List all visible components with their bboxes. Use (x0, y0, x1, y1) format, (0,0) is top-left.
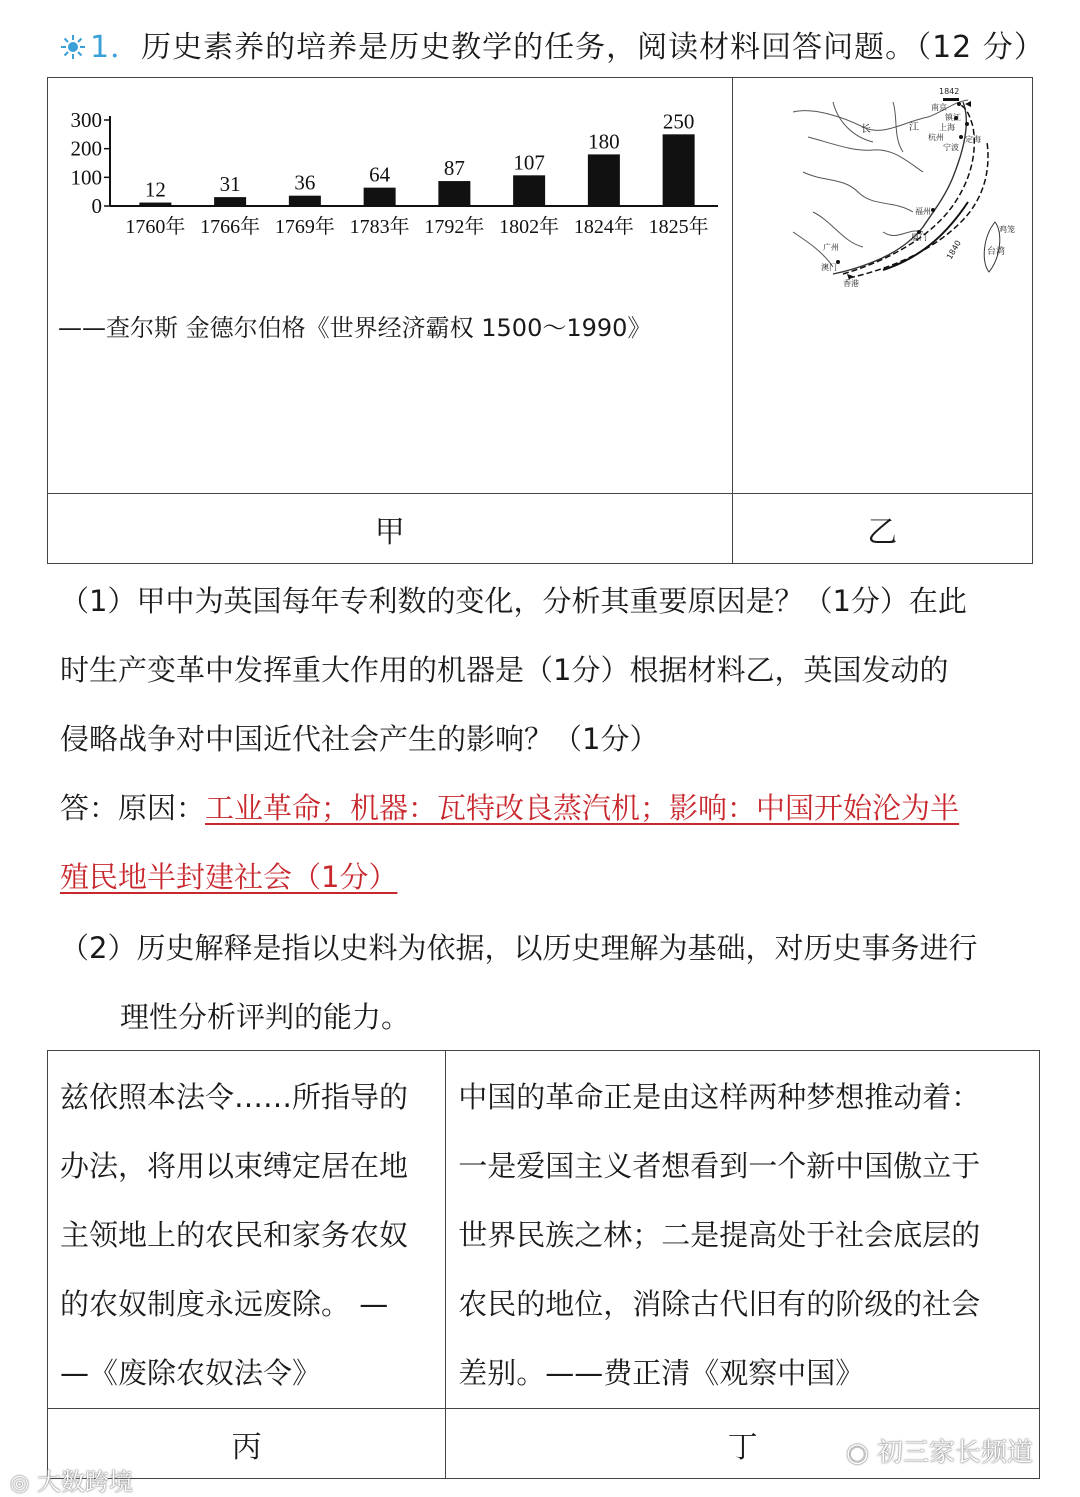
bar (214, 197, 246, 206)
map-label-1840: 1840 (944, 238, 963, 261)
y-tick-label: 0 (91, 194, 102, 218)
map-label-guangzhou: 广州 (822, 243, 839, 252)
bar (364, 188, 396, 206)
question-title: 1．历史素养的培养是历史教学的任务，阅读材料回答问题。（12 分） (60, 22, 1045, 66)
wechat-icon: ◉ (846, 1438, 869, 1468)
cell-bing (48, 1051, 446, 1409)
answer-line1 (60, 774, 959, 843)
watermark-left: ◎ 大数跨境 (10, 1468, 133, 1496)
material-table-2 (47, 1050, 1040, 1479)
map-label-aomen: 澳门 (820, 263, 837, 272)
cell-jia (48, 78, 733, 494)
y-tick-label: 100 (70, 165, 102, 190)
bing-line: —《废除农奴法令》 (60, 1356, 322, 1390)
ding-line: 一是爱国主义者想看到一个新中国傲立于 (458, 1149, 981, 1183)
x-tick-label: 1760年 (125, 216, 186, 238)
answer-prefix: 答：原因： (60, 791, 206, 825)
map-label-hangzhou: 杭州 (927, 133, 944, 142)
bar-value-label: 12 (144, 177, 166, 202)
map-label-jilong: 鸡笼 (998, 225, 1015, 234)
x-tick-label: 1824年 (573, 216, 634, 238)
caption-ding: 丁 (446, 1409, 1040, 1479)
map-label-xianggang: 香港 (842, 279, 859, 288)
cell-ding (446, 1051, 1040, 1409)
q1-line2: 时生产变革中发挥重大作用的机器是（1分）根据材料乙，英国发动的 (60, 653, 949, 687)
ding-line: 农民的地位，消除古代旧有的阶级的社会 (458, 1287, 981, 1321)
bing-line: 主领地上的农民和家务农奴 (60, 1218, 409, 1252)
question-text: 历史素养的培养是历史教学的任务，阅读材料回答问题。（12 分） (141, 30, 1045, 65)
x-tick-label: 1766年 (200, 216, 261, 238)
map-label-fuzhou: 福州 (914, 207, 931, 216)
bing-line: 办法，将用以束缚定居在地 (60, 1149, 409, 1183)
bar-value-label: 31 (219, 172, 241, 197)
bing-text (48, 1051, 445, 1408)
q1-line1: （1）甲中为英国每年专利数的变化，分析其重要原因是？（1分）在此 (60, 584, 967, 618)
bar-value-label: 250 (662, 109, 695, 134)
weibo-icon: ◎ (10, 1471, 30, 1496)
sun-icon (60, 34, 86, 60)
map-label-dinghai: 定海 (964, 135, 981, 144)
answer-text-1: 工业革命；机器：瓦特改良蒸汽机；影响：中国开始沦为半 (205, 791, 960, 825)
map-label-ningbo: 宁波 (942, 143, 959, 152)
map-label-zhenjiang: 镇江 (944, 113, 961, 122)
x-tick-label: 1802年 (499, 216, 560, 238)
caption-yi: 乙 (732, 494, 1032, 564)
map-label-shanghai: 上海 (938, 123, 955, 132)
bar (289, 196, 321, 206)
material-table-1 (47, 77, 1033, 564)
bar-value-label: 87 (443, 156, 465, 181)
ding-line: 差别。——费正清《观察中国》 (458, 1356, 865, 1390)
x-tick-label: 1769年 (274, 216, 335, 238)
q2-line1: （2）历史解释是指以史料为依据，以历史理解为基础，对历史事务进行 (60, 931, 978, 965)
map-label-jiang: 江 (908, 122, 919, 133)
bar (139, 203, 171, 206)
y-tick-label: 200 (70, 136, 102, 161)
bar (588, 154, 620, 206)
x-tick-label: 1825年 (648, 216, 709, 238)
map-label-taiwan: 台湾 (986, 247, 1005, 257)
bar (438, 181, 470, 206)
q2-line2: 理性分析评判的能力。 (120, 1000, 411, 1034)
bar-value-label: 180 (588, 129, 620, 154)
map-label-chang: 长 (860, 124, 871, 135)
bar (513, 175, 545, 206)
answer-line2: 殖民地半封建社会（1分） (60, 860, 398, 894)
bar-value-label: 107 (513, 150, 545, 175)
opium-war-map (733, 82, 1031, 302)
map-label-1842: 1842 (938, 87, 959, 96)
cell-yi (732, 78, 1032, 494)
patent-bar-chart (48, 78, 733, 278)
bar-value-label: 36 (294, 170, 316, 195)
source-jia: ——查尔斯 金德尔伯格《世界经济霸权 1500～1990》 (58, 314, 652, 342)
question-number: 1 (90, 30, 111, 65)
x-tick-label: 1783年 (349, 216, 410, 238)
bar (663, 134, 695, 206)
caption-jia: 甲 (48, 494, 733, 564)
ding-line: 世界民族之林；二是提高处于社会底层的 (458, 1218, 981, 1252)
x-tick-label: 1792年 (424, 216, 485, 238)
map-label-xiamen: 厦门 (910, 233, 927, 242)
y-tick-label: 300 (70, 108, 102, 132)
bar-value-label: 64 (369, 162, 391, 187)
bing-line: 兹依照本法令……所指导的 (60, 1080, 409, 1114)
watermark-right: ◉ 初三家长频道 (846, 1438, 1033, 1468)
bing-line: 的农奴制度永远废除。 — (60, 1287, 389, 1321)
ding-text (446, 1051, 1039, 1408)
ding-line: 中国的革命正是由这样两种梦想推动着： (458, 1080, 981, 1114)
map-label-nanjing: 南京 (930, 103, 947, 112)
caption-bing: 丙 (48, 1409, 446, 1479)
q1-line3: 侵略战争对中国近代社会产生的影响？（1分） (60, 722, 659, 756)
